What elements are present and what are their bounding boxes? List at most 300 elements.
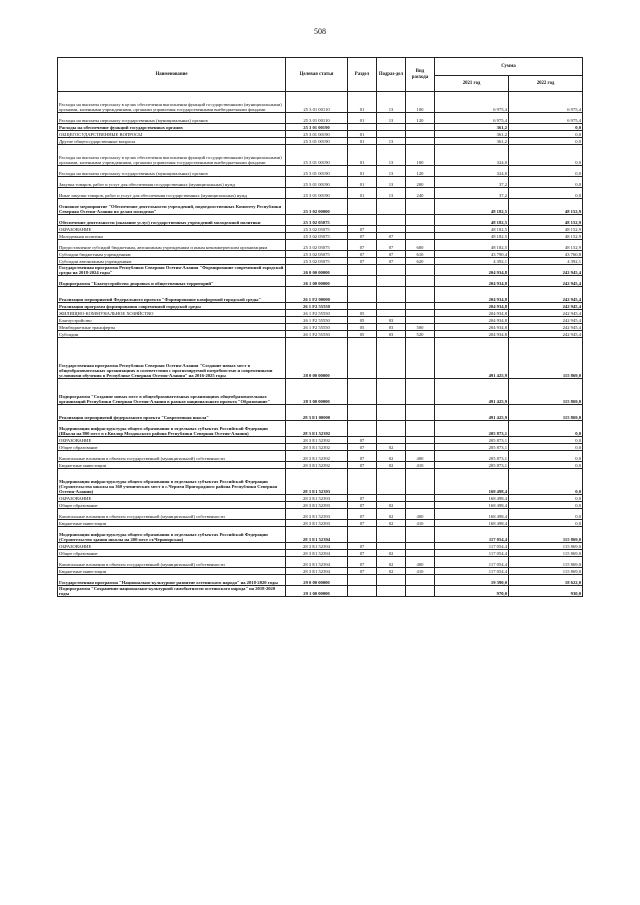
row-article: 26 1 F2 55550 bbox=[286, 317, 348, 324]
row-section: 01 bbox=[348, 113, 377, 124]
row-section: 01 bbox=[348, 166, 377, 177]
row-article: 25 3 01 00190 bbox=[286, 131, 348, 138]
row-expense-type bbox=[406, 527, 435, 543]
row-sum-2022: 18 622,0 bbox=[509, 575, 583, 586]
row-name: Другие общегосударственные вопросы bbox=[58, 138, 286, 145]
row-article: 28 3 E1 52393 bbox=[286, 469, 348, 495]
row-expense-type bbox=[406, 444, 435, 451]
row-name: Общее образование bbox=[58, 550, 286, 557]
row-sum-2021: 205 873,1 bbox=[435, 444, 509, 451]
row-article: 25 3 02 05075 bbox=[286, 240, 348, 251]
row-name: Расходы на выплаты персоналу в целях обеспечения выполнения функций государственными (муниципальными) органами, казенными учреждениями, органами управления государственными внебюджетными фондами bbox=[58, 145, 286, 166]
row-expense-type bbox=[406, 437, 435, 444]
row-expense-type: 620 bbox=[406, 258, 435, 265]
row-expense-type bbox=[406, 550, 435, 557]
row-article: 28 3 E1 52393 bbox=[286, 509, 348, 520]
row-section: 05 bbox=[348, 310, 377, 317]
row-section: 07 bbox=[348, 543, 377, 550]
row-name: Реализация мероприятий Федерального проекта "Формирование комфортной городской среды" bbox=[58, 287, 286, 303]
row-sum-2022: 115 869,0 bbox=[509, 568, 583, 575]
row-sum-2022: 115 869,0 bbox=[509, 557, 583, 568]
row-sum-2021: 491 425,9 bbox=[435, 338, 509, 379]
table-row bbox=[58, 145, 583, 166]
row-section: 05 bbox=[348, 317, 377, 324]
row-article: 26 0 00 00000 bbox=[286, 265, 348, 276]
row-name: Закупка товаров, работ и услуг для обеспечения государственных (муниципальных) нужд bbox=[58, 177, 286, 188]
row-section: 01 bbox=[348, 138, 377, 145]
table-row bbox=[58, 188, 583, 199]
row-expense-type: 200 bbox=[406, 177, 435, 188]
row-article: 28 3 E1 52392 bbox=[286, 451, 348, 462]
row-expense-type: 520 bbox=[406, 331, 435, 338]
row-subsection bbox=[377, 469, 406, 495]
row-section bbox=[348, 276, 377, 287]
table-row bbox=[58, 520, 583, 527]
table-row bbox=[58, 240, 583, 251]
row-subsection: 07 bbox=[377, 251, 406, 258]
row-sum-2022: 0,0 bbox=[509, 509, 583, 520]
table-row bbox=[58, 265, 583, 276]
table-body bbox=[58, 92, 583, 597]
row-name: Расходы на выплаты персоналу государственных (муниципальных) органов bbox=[58, 113, 286, 124]
row-sum-2022: 115 869,0 bbox=[509, 405, 583, 421]
row-subsection bbox=[377, 131, 406, 138]
row-article: 28 3 E1 52392 bbox=[286, 421, 348, 437]
row-expense-type: 120 bbox=[406, 166, 435, 177]
row-name: Государственная программа Республики Северная Осетия-Алания "Формирование современной городской среды на 2018-2024 годы" bbox=[58, 265, 286, 276]
row-section bbox=[348, 199, 377, 215]
row-subsection bbox=[377, 527, 406, 543]
row-section: 07 bbox=[348, 437, 377, 444]
row-article: 26 1 F2 55550 bbox=[286, 331, 348, 338]
row-expense-type bbox=[406, 338, 435, 379]
row-sum-2021: 205 873,1 bbox=[435, 421, 509, 437]
row-sum-2021: 168 498,4 bbox=[435, 509, 509, 520]
row-article: 28 3 E1 52394 bbox=[286, 557, 348, 568]
row-subsection bbox=[377, 287, 406, 303]
row-article: 25 3 02 05075 bbox=[286, 258, 348, 265]
row-expense-type bbox=[406, 405, 435, 421]
row-section bbox=[348, 338, 377, 379]
table-row bbox=[58, 215, 583, 226]
row-article: 25 3 01 00110 bbox=[286, 92, 348, 113]
row-article: 28 3 E1 52394 bbox=[286, 527, 348, 543]
row-subsection bbox=[377, 310, 406, 317]
table-row bbox=[58, 338, 583, 379]
row-sum-2021: 204 934,8 bbox=[435, 303, 509, 310]
row-section: 07 bbox=[348, 451, 377, 462]
table-row bbox=[58, 444, 583, 451]
row-article: 28 3 E1 52392 bbox=[286, 444, 348, 451]
header-name: Наименование bbox=[58, 58, 286, 92]
row-name: Расходы на выплаты персоналу государственных (муниципальных) органов bbox=[58, 166, 286, 177]
table-row bbox=[58, 550, 583, 557]
table-row bbox=[58, 113, 583, 124]
row-subsection: 02 bbox=[377, 550, 406, 557]
row-name: Бюджетные инвестиции bbox=[58, 520, 286, 527]
row-article: 25 3 01 00190 bbox=[286, 166, 348, 177]
row-name: Капитальные вложения в объекты государственной (муниципальной) собственности bbox=[58, 451, 286, 462]
table-row bbox=[58, 437, 583, 444]
row-sum-2022: 48 152,9 bbox=[509, 233, 583, 240]
row-sum-2021: 491 425,9 bbox=[435, 379, 509, 405]
row-sum-2021: 6 975,4 bbox=[435, 113, 509, 124]
table-row bbox=[58, 462, 583, 469]
row-section: 01 bbox=[348, 145, 377, 166]
row-section bbox=[348, 379, 377, 405]
row-subsection bbox=[377, 495, 406, 502]
row-article: 25 3 01 00190 bbox=[286, 138, 348, 145]
row-sum-2022: 0,0 bbox=[509, 451, 583, 462]
table-row bbox=[58, 379, 583, 405]
row-name: ОБЩЕГОСУДАРСТВЕННЫЕ ВОПРОСЫ bbox=[58, 131, 286, 138]
row-section: 07 bbox=[348, 520, 377, 527]
row-name: ОБРАЗОВАНИЕ bbox=[58, 543, 286, 550]
table-row bbox=[58, 317, 583, 324]
row-sum-2021: 37,2 bbox=[435, 188, 509, 199]
row-subsection bbox=[377, 265, 406, 276]
row-sum-2021: 204 934,8 bbox=[435, 331, 509, 338]
row-article: 25 3 01 00110 bbox=[286, 113, 348, 124]
budget-table bbox=[57, 57, 583, 597]
row-sum-2021: 117 054,4 bbox=[435, 568, 509, 575]
row-article: 26 1 F2 55550 bbox=[286, 303, 348, 310]
row-expense-type: 500 bbox=[406, 324, 435, 331]
row-article: 28 3 E1 52393 bbox=[286, 502, 348, 509]
table-row bbox=[58, 421, 583, 437]
header-section: Раздел bbox=[348, 58, 377, 92]
row-sum-2022: 4 392,1 bbox=[509, 258, 583, 265]
row-sum-2022: 242 945,4 bbox=[509, 331, 583, 338]
table-row bbox=[58, 131, 583, 138]
row-name: Капитальные вложения в объекты государственной (муниципальной) собственности bbox=[58, 509, 286, 520]
row-sum-2021: 6 975,4 bbox=[435, 92, 509, 113]
row-subsection: 03 bbox=[377, 317, 406, 324]
row-sum-2021: 205 873,1 bbox=[435, 462, 509, 469]
row-expense-type bbox=[406, 233, 435, 240]
row-sum-2022: 43 760,8 bbox=[509, 251, 583, 258]
row-sum-2021: 117 054,4 bbox=[435, 550, 509, 557]
row-name: Модернизация инфраструктуры общего образования в отдельных субъектах Российской Федерации (Строительство школы на 360 ученических мест в с.Чермен Пригородного района Республики Северная Осетия-Алания) bbox=[58, 469, 286, 495]
row-sum-2021: 361,2 bbox=[435, 124, 509, 131]
row-sum-2021: 205 873,1 bbox=[435, 451, 509, 462]
row-subsection: 07 bbox=[377, 240, 406, 251]
row-sum-2021: 117 054,4 bbox=[435, 557, 509, 568]
row-article: 28 3 E1 52393 bbox=[286, 495, 348, 502]
row-name: Модернизация инфраструктуры общего образования в отдельных субъектах Российской Федерации (Школа на 800 мест в г.Кизляр Моздокского района Республики Северная Осетия-Алания) bbox=[58, 421, 286, 437]
row-expense-type: 240 bbox=[406, 188, 435, 199]
row-name: Общее образование bbox=[58, 502, 286, 509]
header-year-2022: 2022 год bbox=[509, 76, 583, 92]
row-subsection bbox=[377, 303, 406, 310]
row-expense-type bbox=[406, 138, 435, 145]
row-subsection bbox=[377, 421, 406, 437]
row-article: 26 1 F2 55550 bbox=[286, 324, 348, 331]
row-sum-2022: 48 152,9 bbox=[509, 240, 583, 251]
row-sum-2022: 242 945,4 bbox=[509, 317, 583, 324]
row-subsection: 02 bbox=[377, 557, 406, 568]
row-sum-2021: 361,2 bbox=[435, 131, 509, 138]
row-sum-2021: 491 425,9 bbox=[435, 405, 509, 421]
row-name: Подпрограмма "Создание новых мест в общеобразовательных организациях общеобразовательных организаций Республики Северная Осетия-Алания в рамках национального проекта "Образование" bbox=[58, 379, 286, 405]
header-subsection: Подраз-дел bbox=[377, 58, 406, 92]
row-article: 25 3 02 05075 bbox=[286, 215, 348, 226]
row-expense-type: 610 bbox=[406, 251, 435, 258]
row-name: Благоустройство bbox=[58, 317, 286, 324]
row-sum-2021: 43 790,4 bbox=[435, 251, 509, 258]
row-subsection bbox=[377, 405, 406, 421]
row-subsection: 07 bbox=[377, 233, 406, 240]
row-article: 29 1 00 00000 bbox=[286, 586, 348, 597]
row-sum-2022: 0,0 bbox=[509, 124, 583, 131]
row-section: 07 bbox=[348, 495, 377, 502]
row-name: Основное мероприятие "Обеспечение деятельности учреждений, подведомственных Комитету Республики Северная Осетия-Алания по делам молодежи" bbox=[58, 199, 286, 215]
row-sum-2022: 0,0 bbox=[509, 145, 583, 166]
table-row bbox=[58, 177, 583, 188]
row-article: 25 3 01 00190 bbox=[286, 124, 348, 131]
row-sum-2022: 242 945,4 bbox=[509, 276, 583, 287]
row-expense-type: 100 bbox=[406, 92, 435, 113]
row-article: 25 3 02 05075 bbox=[286, 226, 348, 233]
row-sum-2022: 0,0 bbox=[509, 437, 583, 444]
row-sum-2021: 204 934,8 bbox=[435, 317, 509, 324]
row-name: Государственная программа "Национально-культурное развитие осетинского народа" на 2018-2020 годы bbox=[58, 575, 286, 586]
row-expense-type bbox=[406, 421, 435, 437]
row-article: 25 3 01 00190 bbox=[286, 145, 348, 166]
row-article: 25 3 02 00000 bbox=[286, 199, 348, 215]
row-expense-type bbox=[406, 495, 435, 502]
row-name: Расходы на обеспечение функций государственных органов bbox=[58, 124, 286, 131]
row-article: 25 3 01 00190 bbox=[286, 177, 348, 188]
row-section bbox=[348, 527, 377, 543]
row-section: 05 bbox=[348, 324, 377, 331]
row-sum-2021: 117 054,4 bbox=[435, 543, 509, 550]
row-sum-2021: 324,0 bbox=[435, 145, 509, 166]
row-section: 01 bbox=[348, 92, 377, 113]
row-section: 07 bbox=[348, 550, 377, 557]
row-name: Предоставление субсидий бюджетным, автономным учреждениям и иным некоммерческим организациям bbox=[58, 240, 286, 251]
row-sum-2021: 204 934,8 bbox=[435, 310, 509, 317]
table-row bbox=[58, 258, 583, 265]
row-section bbox=[348, 287, 377, 303]
row-expense-type bbox=[406, 287, 435, 303]
row-sum-2022: 0,0 bbox=[509, 421, 583, 437]
row-expense-type bbox=[406, 215, 435, 226]
row-expense-type bbox=[406, 502, 435, 509]
row-section: 07 bbox=[348, 258, 377, 265]
row-expense-type: 400 bbox=[406, 557, 435, 568]
row-name: ОБРАЗОВАНИЕ bbox=[58, 226, 286, 233]
table-row bbox=[58, 575, 583, 586]
table-row bbox=[58, 276, 583, 287]
row-subsection bbox=[377, 226, 406, 233]
table-row bbox=[58, 303, 583, 310]
table-row bbox=[58, 92, 583, 113]
row-article: 28 3 E1 00000 bbox=[286, 405, 348, 421]
row-name: ОБРАЗОВАНИЕ bbox=[58, 495, 286, 502]
row-name: ЖИЛИЩНО-КОММУНАЛЬНОЕ ХОЗЯЙСТВО bbox=[58, 310, 286, 317]
row-sum-2022: 0,0 bbox=[509, 177, 583, 188]
row-sum-2022: 0,0 bbox=[509, 469, 583, 495]
table-row bbox=[58, 124, 583, 131]
row-name: Межбюджетные трансферты bbox=[58, 324, 286, 331]
row-subsection: 13 bbox=[377, 145, 406, 166]
row-expense-type bbox=[406, 317, 435, 324]
row-expense-type: 410 bbox=[406, 462, 435, 469]
row-sum-2021: 204 934,8 bbox=[435, 324, 509, 331]
table-row bbox=[58, 199, 583, 215]
row-subsection: 02 bbox=[377, 444, 406, 451]
row-subsection bbox=[377, 215, 406, 226]
row-subsection: 07 bbox=[377, 258, 406, 265]
row-sum-2022: 242 945,4 bbox=[509, 324, 583, 331]
row-subsection: 13 bbox=[377, 92, 406, 113]
row-sum-2021: 204 934,8 bbox=[435, 276, 509, 287]
table-row bbox=[58, 251, 583, 258]
row-name: Общее образование bbox=[58, 444, 286, 451]
row-sum-2021: 168 498,4 bbox=[435, 502, 509, 509]
row-sum-2021: 205 873,1 bbox=[435, 437, 509, 444]
table-row bbox=[58, 509, 583, 520]
row-subsection bbox=[377, 437, 406, 444]
row-expense-type bbox=[406, 543, 435, 550]
row-sum-2022: 0,0 bbox=[509, 188, 583, 199]
table-row bbox=[58, 469, 583, 495]
row-article: 25 3 02 05075 bbox=[286, 233, 348, 240]
row-section bbox=[348, 405, 377, 421]
row-article: 28 3 E1 52394 bbox=[286, 550, 348, 557]
row-sum-2021: 37,2 bbox=[435, 177, 509, 188]
row-sum-2021: 204 934,8 bbox=[435, 265, 509, 276]
row-sum-2022: 242 945,4 bbox=[509, 303, 583, 310]
row-section: 01 bbox=[348, 188, 377, 199]
row-sum-2021: 168 498,4 bbox=[435, 520, 509, 527]
row-article: 26 1 00 00000 bbox=[286, 276, 348, 287]
row-subsection: 13 bbox=[377, 113, 406, 124]
row-subsection: 02 bbox=[377, 451, 406, 462]
row-sum-2021: 48 182,5 bbox=[435, 226, 509, 233]
row-name: ОБРАЗОВАНИЕ bbox=[58, 437, 286, 444]
row-section: 07 bbox=[348, 226, 377, 233]
table-row bbox=[58, 405, 583, 421]
row-name: Субсидии бюджетным учреждениям bbox=[58, 251, 286, 258]
row-expense-type: 100 bbox=[406, 145, 435, 166]
row-name: Капитальные вложения в объекты государственной (муниципальной) собственности bbox=[58, 557, 286, 568]
table-row bbox=[58, 495, 583, 502]
row-section: 07 bbox=[348, 509, 377, 520]
row-name: Бюджетные инвестиции bbox=[58, 462, 286, 469]
row-sum-2021: 48 182,5 bbox=[435, 215, 509, 226]
row-sum-2021: 19 390,0 bbox=[435, 575, 509, 586]
row-expense-type: 120 bbox=[406, 113, 435, 124]
row-sum-2022: 242 945,4 bbox=[509, 287, 583, 303]
row-article: 29 0 00 00000 bbox=[286, 575, 348, 586]
row-section bbox=[348, 124, 377, 131]
row-expense-type bbox=[406, 131, 435, 138]
row-article: 26 1 F2 55550 bbox=[286, 310, 348, 317]
row-expense-type bbox=[406, 586, 435, 597]
row-name: Обеспечение деятельности (оказание услуг) государственных учреждений молодежной политики bbox=[58, 215, 286, 226]
row-sum-2022: 0,0 bbox=[509, 520, 583, 527]
row-expense-type: 400 bbox=[406, 509, 435, 520]
table-row bbox=[58, 568, 583, 575]
row-subsection: 13 bbox=[377, 166, 406, 177]
row-section bbox=[348, 265, 377, 276]
row-sum-2022: 0,0 bbox=[509, 166, 583, 177]
row-sum-2021: 204 934,8 bbox=[435, 287, 509, 303]
row-subsection: 02 bbox=[377, 520, 406, 527]
row-section: 07 bbox=[348, 240, 377, 251]
row-sum-2022: 6 975,4 bbox=[509, 92, 583, 113]
row-section: 07 bbox=[348, 502, 377, 509]
row-expense-type bbox=[406, 575, 435, 586]
row-expense-type: 410 bbox=[406, 520, 435, 527]
row-expense-type: 400 bbox=[406, 451, 435, 462]
row-subsection: 03 bbox=[377, 324, 406, 331]
row-sum-2022: 0,0 bbox=[509, 462, 583, 469]
row-article: 28 3 E1 52393 bbox=[286, 520, 348, 527]
table-row bbox=[58, 543, 583, 550]
row-name: Молодежная политика bbox=[58, 233, 286, 240]
row-name: Субсидии bbox=[58, 331, 286, 338]
row-article: 28 3 E1 52394 bbox=[286, 543, 348, 550]
row-section bbox=[348, 469, 377, 495]
row-name: Реализация мероприятий федерального проекта "Современная школа" bbox=[58, 405, 286, 421]
row-sum-2022: 0,0 bbox=[509, 495, 583, 502]
row-sum-2022: 0,0 bbox=[509, 502, 583, 509]
row-section: 07 bbox=[348, 233, 377, 240]
row-name: Иные закупки товаров, работ и услуг для обеспечения государственных (муниципальных) нужд bbox=[58, 188, 286, 199]
row-subsection: 13 bbox=[377, 188, 406, 199]
row-section: 01 bbox=[348, 131, 377, 138]
row-section: 07 bbox=[348, 444, 377, 451]
row-sum-2021: 117 054,4 bbox=[435, 527, 509, 543]
row-expense-type bbox=[406, 379, 435, 405]
table-row bbox=[58, 502, 583, 509]
row-sum-2021: 970,0 bbox=[435, 586, 509, 597]
row-article: 28 3 E1 52392 bbox=[286, 462, 348, 469]
header-article: Целевая статья bbox=[286, 58, 348, 92]
row-subsection: 13 bbox=[377, 177, 406, 188]
row-sum-2021: 48 182,5 bbox=[435, 233, 509, 240]
table-row bbox=[58, 324, 583, 331]
row-expense-type bbox=[406, 199, 435, 215]
table-row bbox=[58, 138, 583, 145]
row-expense-type: 600 bbox=[406, 240, 435, 251]
row-expense-type bbox=[406, 265, 435, 276]
row-expense-type bbox=[406, 276, 435, 287]
row-subsection bbox=[377, 124, 406, 131]
row-sum-2022: 48 152,9 bbox=[509, 226, 583, 233]
row-sum-2022: 48 152,9 bbox=[509, 199, 583, 215]
table-row bbox=[58, 233, 583, 240]
row-sum-2022: 242 945,4 bbox=[509, 310, 583, 317]
row-section: 07 bbox=[348, 557, 377, 568]
row-section bbox=[348, 215, 377, 226]
row-expense-type bbox=[406, 310, 435, 317]
row-sum-2021: 168 498,4 bbox=[435, 469, 509, 495]
row-section bbox=[348, 303, 377, 310]
row-sum-2021: 324,0 bbox=[435, 166, 509, 177]
row-subsection: 02 bbox=[377, 509, 406, 520]
row-name: Реализация программ формирования современной городской среды bbox=[58, 303, 286, 310]
row-sum-2022: 930,0 bbox=[509, 586, 583, 597]
row-subsection bbox=[377, 586, 406, 597]
row-article: 28 3 E1 52392 bbox=[286, 437, 348, 444]
row-sum-2021: 48 182,5 bbox=[435, 240, 509, 251]
row-section bbox=[348, 421, 377, 437]
table-row bbox=[58, 310, 583, 317]
